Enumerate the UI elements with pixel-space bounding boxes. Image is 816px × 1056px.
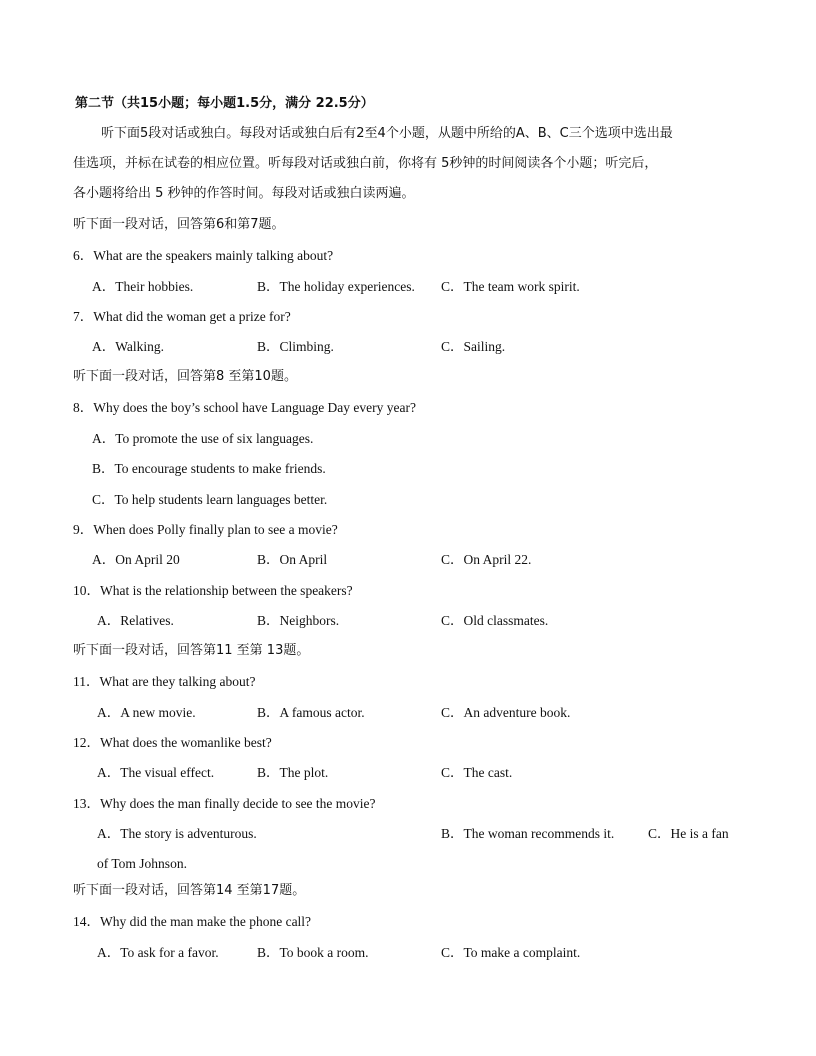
question-stem: 8．Why does the boy’s school have Language Day every year? <box>73 400 417 415</box>
dialogue-prompt: 听下面一段对话，回答第8 至第10题。 <box>73 369 297 384</box>
option-a: A．On April 20 <box>92 552 180 567</box>
option-a: A．The visual effect. <box>97 765 215 780</box>
option-a: A．Walking. <box>92 339 165 354</box>
option-b: B．A famous actor. <box>257 705 365 720</box>
option-c-continuation: of Tom Johnson. <box>97 856 187 871</box>
section-heading: 第二节（共15小题；每小题1.5分，满分 22.5分） <box>75 96 374 111</box>
question-stem: 6．What are the speakers mainly talking about? <box>73 248 334 263</box>
question-stem: 11．What are they talking about? <box>73 674 256 689</box>
option-c: C．Sailing. <box>441 339 506 354</box>
instruction-line-2: 佳选项，并标在试卷的相应位置。听每段对话或独白前，你将有 5秒钟的时间阅读各个小题；听完后， <box>73 156 658 171</box>
option-a: A．To promote the use of six languages. <box>92 431 314 446</box>
question-stem: 13．Why does the man finally decide to see the movie? <box>73 796 376 811</box>
option-b: B．Neighbors. <box>257 613 340 628</box>
option-a: A．Their hobbies. <box>92 279 194 294</box>
option-c: C．Old classmates. <box>441 613 549 628</box>
option-b: B．The plot. <box>257 765 329 780</box>
option-b: B．Climbing. <box>257 339 334 354</box>
question-stem: 9．When does Polly finally plan to see a movie? <box>73 522 338 537</box>
option-a: A．Relatives. <box>97 613 174 628</box>
option-a: A．The story is adventurous. <box>97 826 257 841</box>
option-c: C．On April 22. <box>441 552 532 567</box>
question-stem: 7．What did the woman get a prize for? <box>73 309 291 324</box>
dialogue-prompt: 听下面一段对话，回答第11 至第 13题。 <box>73 643 310 658</box>
question-stem: 12．What does the womanlike best? <box>73 735 272 750</box>
option-c: C．An adventure book. <box>441 705 571 720</box>
option-c: C．To help students learn languages better. <box>92 492 328 507</box>
option-c: C．He is a fan <box>648 826 729 841</box>
question-stem: 10．What is the relationship between the speakers? <box>73 583 353 598</box>
option-b: B．To book a room. <box>257 945 369 960</box>
option-b: B．The woman recommends it. <box>441 826 615 841</box>
option-a: A．To ask for a favor. <box>97 945 219 960</box>
option-a: A．A new movie. <box>97 705 196 720</box>
dialogue-prompt: 听下面一段对话，回答第6和第7题。 <box>73 217 285 232</box>
option-c: C．To make a complaint. <box>441 945 581 960</box>
instruction-line-1: 听下面5段对话或独白。每段对话或独白后有2至4个小题，从题中所给的A、B、C三个选项中选出最 <box>101 126 673 141</box>
instruction-line-3: 各小题将给出 5 秒钟的作答时间。每段对话或独白读两遍。 <box>73 186 415 201</box>
option-c: C．The team work spirit. <box>441 279 580 294</box>
option-b: B．The holiday experiences. <box>257 279 415 294</box>
option-b: B．On April <box>257 552 328 567</box>
dialogue-prompt: 听下面一段对话，回答第14 至第17题。 <box>73 883 306 898</box>
option-b: B．To encourage students to make friends. <box>92 461 326 476</box>
option-c: C．The cast. <box>441 765 513 780</box>
question-stem: 14．Why did the man make the phone call? <box>73 914 312 929</box>
